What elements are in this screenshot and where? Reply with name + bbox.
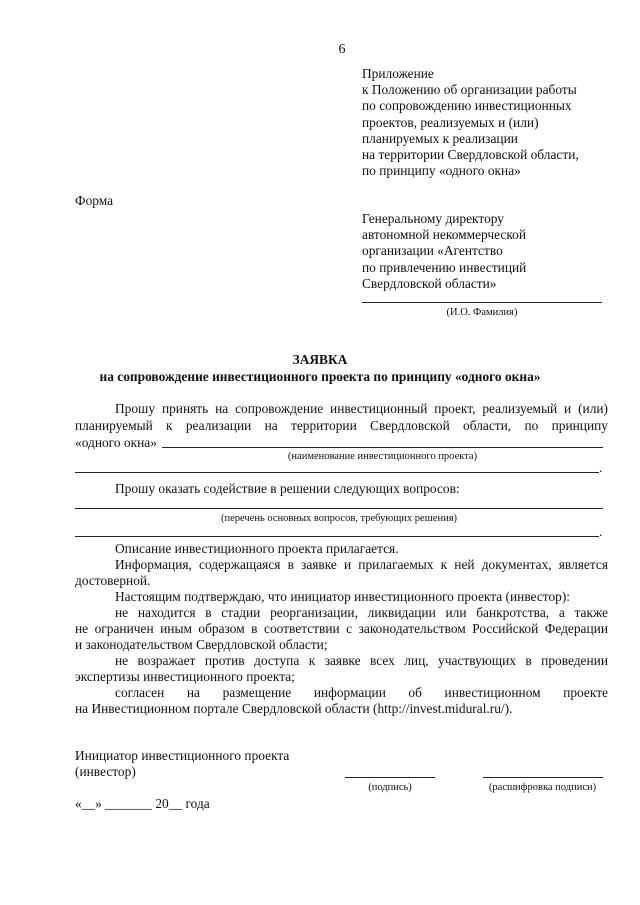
request-line-3: «одного окна» [75, 435, 157, 450]
appendix-block [362, 66, 632, 179]
appendix-line: по сопровождению инвестиционных [362, 98, 572, 114]
form-label: Форма [75, 193, 114, 208]
addressee-block [362, 211, 632, 292]
request-line-1: Прошу принять на сопровождение инвестиционный проект, реализуемый и (или) [115, 401, 608, 416]
document-subtitle: на сопровождение инвестиционного проекта по принципу «одного окна» [99, 369, 541, 384]
bullet-3-line-2: на Инвестиционном портале Свердловской области (http://invest.midural.ru/). [75, 701, 513, 716]
initiator-label-line-2: (инвестор) [75, 764, 136, 779]
appendix-line: проектов, реализуемых и (или) [362, 114, 539, 130]
addressee-line: Свердловской области» [362, 275, 497, 291]
description-paragraph: Описание инвестиционного проекта прилагается. [115, 541, 399, 556]
addressee-line: автономной некоммерческой [362, 227, 527, 243]
signature-line[interactable] [345, 777, 435, 778]
bullet-2-line-1: не возражает против доступа к заявке всех лиц, участвующих в проведении [115, 653, 608, 668]
document-title: ЗАЯВКА [292, 352, 348, 367]
request-line-2: планируемый к реализации на территории Свердловской области, по принципу [75, 418, 608, 433]
appendix-line: планируемых к реализации [362, 130, 518, 146]
appendix-line: к Положению об организации работы [362, 82, 577, 98]
questions-caption: (перечень основных вопросов, требующих решения) [220, 513, 458, 524]
page-number: 6 [338, 42, 346, 57]
request-end-dot: . [599, 460, 603, 475]
questions-line[interactable] [75, 508, 603, 509]
info-line-1: Информация, содержащаяся в заявке и прилагаемых к ней документах, является [115, 557, 608, 572]
bullet-2-line-2: экспертизы инвестиционного проекта; [75, 669, 295, 684]
appendix-line: Приложение [362, 66, 434, 81]
bullet-3-line-1: согласен на размещение информации об инвестиционном проекте [115, 685, 608, 700]
assist-text: Прошу оказать содействие в решении следующих вопросов: [115, 481, 460, 496]
appendix-line: на территории Свердловской области, [362, 147, 579, 163]
bullet-1-line-2: не ограничен иным образом в соответствии с законодательством Российской Федерации [75, 621, 608, 636]
addressee-caption: (И.О. Фамилия) [446, 307, 518, 318]
addressee-line: организации «Агентство [362, 243, 503, 259]
questions-line-2[interactable] [75, 536, 599, 537]
initiator-label-line-1: Инициатор инвестиционного проекта [75, 748, 290, 763]
bullet-1-line-3: и законодательством Свердловской области; [75, 637, 328, 652]
project-name-line-2[interactable] [75, 472, 599, 473]
confirm-paragraph: Настоящим подтверждаю, что инициатор инвестиционного проекта (инвестор): [115, 589, 571, 604]
date-line[interactable]: «__» _______ 20__ года [75, 796, 210, 811]
addressee-line: Генеральному директору [362, 211, 504, 226]
signature-decode-caption: (расшифровка подписи) [488, 782, 597, 793]
info-line-2: достоверной. [75, 573, 151, 588]
project-name-caption: (наименование инвестиционного проекта) [287, 451, 478, 462]
addressee-line: по привлечению инвестиций [362, 259, 527, 275]
assist-end-dot: . [599, 524, 603, 539]
project-name-line[interactable] [162, 447, 603, 448]
signature-decode-line[interactable] [483, 777, 603, 778]
bullet-1-line-1: не находится в стадии реорганизации, ликвидации или банкротства, а также [115, 605, 608, 620]
signature-caption: (подпись) [368, 782, 412, 793]
appendix-line: по принципу «одного окна» [362, 163, 521, 179]
addressee-name-line[interactable] [362, 302, 602, 303]
